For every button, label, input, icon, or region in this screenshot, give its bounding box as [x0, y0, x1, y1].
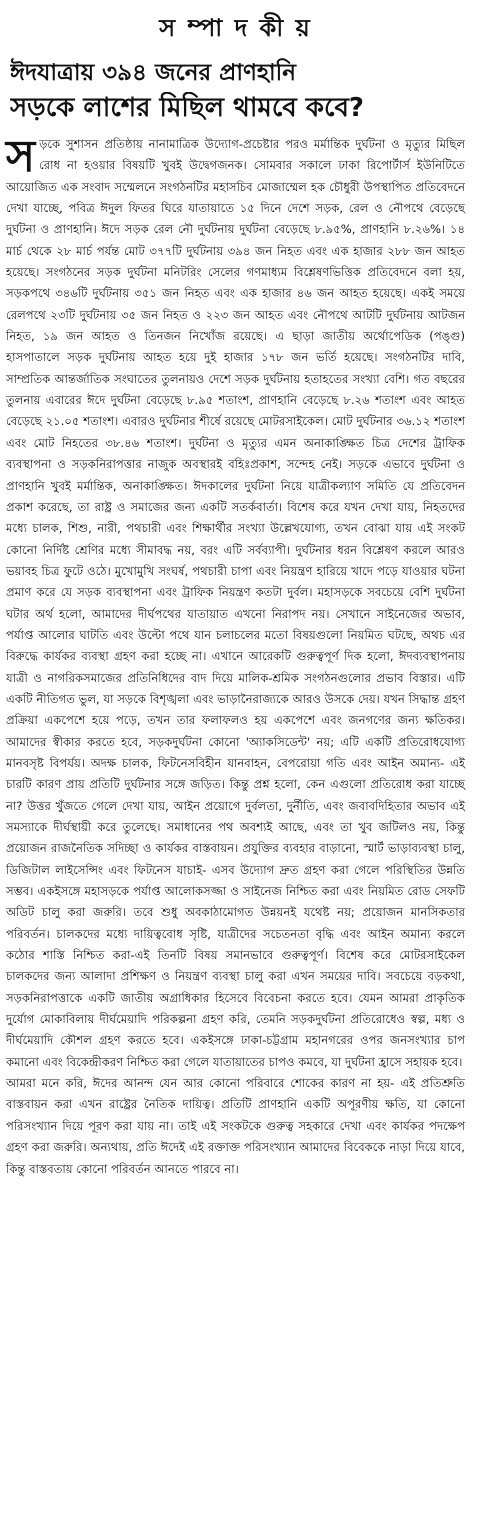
headline-line-2: সড়কে লাশের মিছিল থামবে কবে?: [10, 93, 364, 123]
section-title: স ম্পা দ কী য়: [159, 14, 312, 42]
article-body: [6, 131, 465, 1180]
headline-line-1: ঈদযাত্রায় ৩৯৪ জনের প্রাণহানি: [10, 60, 296, 86]
article-paragraph-1: [6, 131, 465, 1073]
paragraph-1-text: ড়কে সুশাসন প্রতিষ্ঠায় নানামাত্রিক উদ্যোগ-প্রচেষ্টার পরও মর্মান্তিক দুর্ঘটনা ও মৃত্যুর মিছিল রোধ না হওয়ার বিষয়টি খুবই উদ্বেগজনক। সোমবার সকালে ঢাকা রিপোর্টার্স ইউনিটিতে আয়োজিত এক সংবাদ সম্মেলনে সংগঠনটির মহাসচিব মোজাম্মেল হক চৌধুরী উপস্থাপিত প্রতিবেদনে দেখা যাচ্ছে, পবিত্র ঈদুল ফিতর ঘিরে যাতায়াতে ১৫ দিনে দেশে সড়ক, রেল ও নৌপথে বেড়েছে দুর্ঘটনা ও প্রাণহানি। ঈদে সড়ক রেল নৌ দুর্ঘটনায় দুর্ঘটনা বেড়েছে ৮.৯৫%, প্রাণহানি ৮.২৬%। ১৪ মার্চ থেকে ২৮ মার্চ পর্যন্ত মোট ৩৭৭টি দুর্ঘটনায় ৩৯৪ জন নিহত এবং এক হাজার ২৮৮ জন আহত হয়েছে। সংগঠনের সড়ক দুর্ঘটনা মনিটরিং সেলের গণমাধ্যম বিশ্লেষণভিত্তিক প্রতিবেদনে বলা হয়, সড়কপথে ৩৪৬টি দুর্ঘটনায় ৩৫১ জন নিহত এবং এক হাজার ৪৬ জন আহত হয়েছে। একই সময়ে রেলপথে ২৩টি দুর্ঘটনায় ৩৫ জন নিহত ও ২২৩ জন আহত এবং নৌপথে আটটি দুর্ঘটনায় আটজন নিহত, ১৯ জন আহত ও তিনজন নিখোঁজ রয়েছে। এ ছাড়া জাতীয় অর্থোপেডিক (পঙ্গু) হাসপাতালে সড়ক দুর্ঘটনায় আহত হয়ে দুই হাজার ১৭৮ জন ভর্তি হয়েছে। সংগঠনটির দাবি, সাম্প্রতিক আন্তর্জাতিক সংঘাতের তুলনায়ও দেশে সড়ক দুর্ঘটনায় হতাহতের সংখ্যা বেশি। গত বছরের তুলনায় এবারের ঈদে দুর্ঘটনা বেড়েছে ৮.৯৫ শতাংশ, প্রাণহানি বেড়েছে ৮.২৬ শতাংশ এবং আহত বেড়েছে ২১.০৫ শতাংশ। এবারও দুর্ঘটনার শীর্ষে রয়েছে মোটরসাইকেল। মোট দুর্ঘটনার ৩৬.১২ শতাংশ এবং মোট নিহতের ৩৮.৪৬ শতাংশ। দুর্ঘটনা ও মৃত্যুর এমন অনাকাঙ্ক্ষিত চিত্র দেশের ট্রাফিক ব্যবস্থাপনা ও সড়কনিরাপত্তার নাজুক অবস্থারই বহিঃপ্রকাশ, সন্দেহ নেই। সড়কে এভাবে দুর্ঘটনা ও প্রাণহানি খুবই মর্মান্তিক, অনাকাঙ্ক্ষিত। ঈদকালের দুর্ঘটনা নিয়ে যাত্রীকল্যাণ সমিতি যে প্রতিবেদন প্রকাশ করেছে, তা রাষ্ট্র ও সমাজের জন্য একটি সতর্কবার্তা। বিশেষ করে যখন দেখা যায়, নিহতদের মধ্যে চালক, শিশু, নারী, পথচারী এবং শিক্ষার্থীর সংখ্যা উল্লেখযোগ্য, তখন বোঝা যায় এই সংকট কোনো নির্দিষ্ট শ্রেণির মধ্যে সীমাবদ্ধ নয়, বরং এটি সর্বব্যাপী। দুর্ঘটনার ধরন বিশ্লেষণ করলে আরও ভয়াবহ চিত্র ফুটে ওঠে। মুখোমুখি সংঘর্ষ, পথচারী চাপা এবং নিয়ন্ত্রণ হারিয়ে খাদে পড়ে যাওয়ার ঘটনা প্রমাণ করে যে সড়ক ব্যবস্থাপনা এবং ট্রাফিক নিয়ন্ত্রণ কতটা দুর্বল। মহাসড়কে সবচেয়ে বেশি দুর্ঘটনা ঘটার অর্থ হলো, আমাদের দীর্ঘপথের যাতায়াত এখনো নিরাপদ নয়। সেখানে সাইনেজের অভাব, পর্যাপ্ত আলোর ঘাটতি এবং উল্টো পথে যান চলাচলের মতো বিষয়গুলো নিয়মিত ঘটছে, অথচ এর বিরুদ্ধে কার্যকর ব্যবস্থা গ্রহণ করা হচ্ছে না। এখানে আরেকটি গুরুত্বপূর্ণ দিক হলো, ঈদব্যবস্থাপনায় যাত্রী ও নাগরিকসমাজের প্রতিনিধিদের বাদ দিয়ে মালিক-শ্রমিক সংগঠনগুলোর প্রভাব বিস্তার। এটি একটি নীতিগত ভুল, যা সড়কে বিশৃঙ্খলা এবং ভাড়ানৈরাজ্যকে আরও উসকে দেয়। যখন সিদ্ধান্ত গ্রহণ প্রক্রিয়া একপেশে হয়ে পড়ে, তখন তার ফলাফলও হয় একপেশে এবং জনগণের জন্য ক্ষতিকর। আমাদের স্বীকার করতে হবে, সড়কদুর্ঘটনা কোনো 'অ্যাকসিডেন্ট' নয়; এটি একটি প্রতিরোধযোগ্য মানবসৃষ্ট বিপর্যয়। অদক্ষ চালক, ফিটনেসবিহীন যানবাহন, বেপরোয়া গতি এবং আইন অমান্য- এই চারটি কারণ প্রায় প্রতিটি দুর্ঘটনার সঙ্গে জড়িত। কিন্তু প্রশ্ন হলো, কেন এগুলো প্রতিরোধ করা যাচ্ছে না? উত্তর খুঁজতে গেলে দেখা যায়, আইন প্রয়োগে দুর্বলতা, দুর্নীতি, এবং জবাবদিহিতার অভাব এই সমস্যাকে দীর্ঘস্থায়ী করে তুলেছে। সমাধানের পথ অবশ্যই আছে, এবং তা খুব জটিলও নয়, কিন্তু প্রয়োজন রাজনৈতিক সদিচ্ছা ও কার্যকর বাস্তবায়ন। প্রযুক্তির ব্যবহার বাড়ানো, স্মার্ট ভাড়াব্যবস্থা চালু, ডিজিটাল লাইসেন্সিং এবং ফিটনেস যাচাই- এসব উদ্যোগ দ্রুত গ্রহণ করা গেলে পরিস্থিতির উন্নতি সম্ভব। একইসঙ্গে মহাসড়কে পর্যাপ্ত আলোকসজ্জা ও সাইনেজ নিশ্চিত করা এবং নিয়মিত রোড সেফটি অডিট চালু করা জরুরি। তবে শুধু অবকাঠামোগত উন্নয়নই যথেষ্ট নয়; প্রয়োজন মানসিকতার পরিবর্তন। চালকদের মধ্যে দায়িত্ববোধ সৃষ্টি, যাত্রীদের সচেতনতা বৃদ্ধি এবং আইন অমান্য করলে কঠোর শাস্তি নিশ্চিত করা-এই তিনটি বিষয় সমানভাবে গুরুত্বপূর্ণ। বিশেষ করে মোটরসাইকেল চালকদের জন্য আলাদা প্রশিক্ষণ ও নিয়ন্ত্রণ ব্যবস্থা চালু করা এখন সময়ের দাবি। সবচেয়ে বড়কথা, সড়কনিরাপত্তাকে একটি জাতীয় অগ্রাধিকার হিসেবে বিবেচনা করতে হবে। যেমন আমরা প্রাকৃতিক দুর্যোগ মোকাবিলায় দীর্ঘমেয়াদি পরিকল্পনা গ্রহণ করি, তেমনি সড়কদুর্ঘটনা প্রতিরোধেও স্বল্প, মধ্য ও দীর্ঘমেয়াদি কৌশল গ্রহণ করতে হবে। একইসঙ্গে ঢাকা-চট্টগ্রাম মহানগরের ওপর জনসংখ্যার চাপ কমানো এবং বিকেন্দ্রীকরণ নিশ্চিত করা গেলে যাতায়াতের চাপও কমবে, যা দুর্ঘটনা হ্রাসে সহায়ক হবে।: [6, 137, 465, 1069]
drop-cap: স: [6, 131, 36, 182]
article-paragraph-2: আমরা মনে করি, ঈদের আনন্দ যেন আর কোনো পরিবারে শোকের কারণ না হয়- এই প্রতিশ্রুতি বাস্তবায়ন করা এখন রাষ্ট্রের নৈতিক দায়িত্ব। প্রতিটি প্রাণহানি একটি অপূরণীয় ক্ষতি, যা কোনো পরিসংখ্যান দিয়ে পূরণ করা যায় না। তাই এই সংকটকে গুরুত্ব সহকারে দেখা এবং কার্যকর পদক্ষেপ গ্রহণ করা জরুরি। অন্যথায়, প্রতি ঈদেই এই রক্তাক্ত পরিসংখ্যান আমাদের বিবেককে নাড়া দিয়ে যাবে, কিন্তু বাস্তবতায় কোনো পরিবর্তন আনতে পারবে না।: [6, 1076, 465, 1176]
